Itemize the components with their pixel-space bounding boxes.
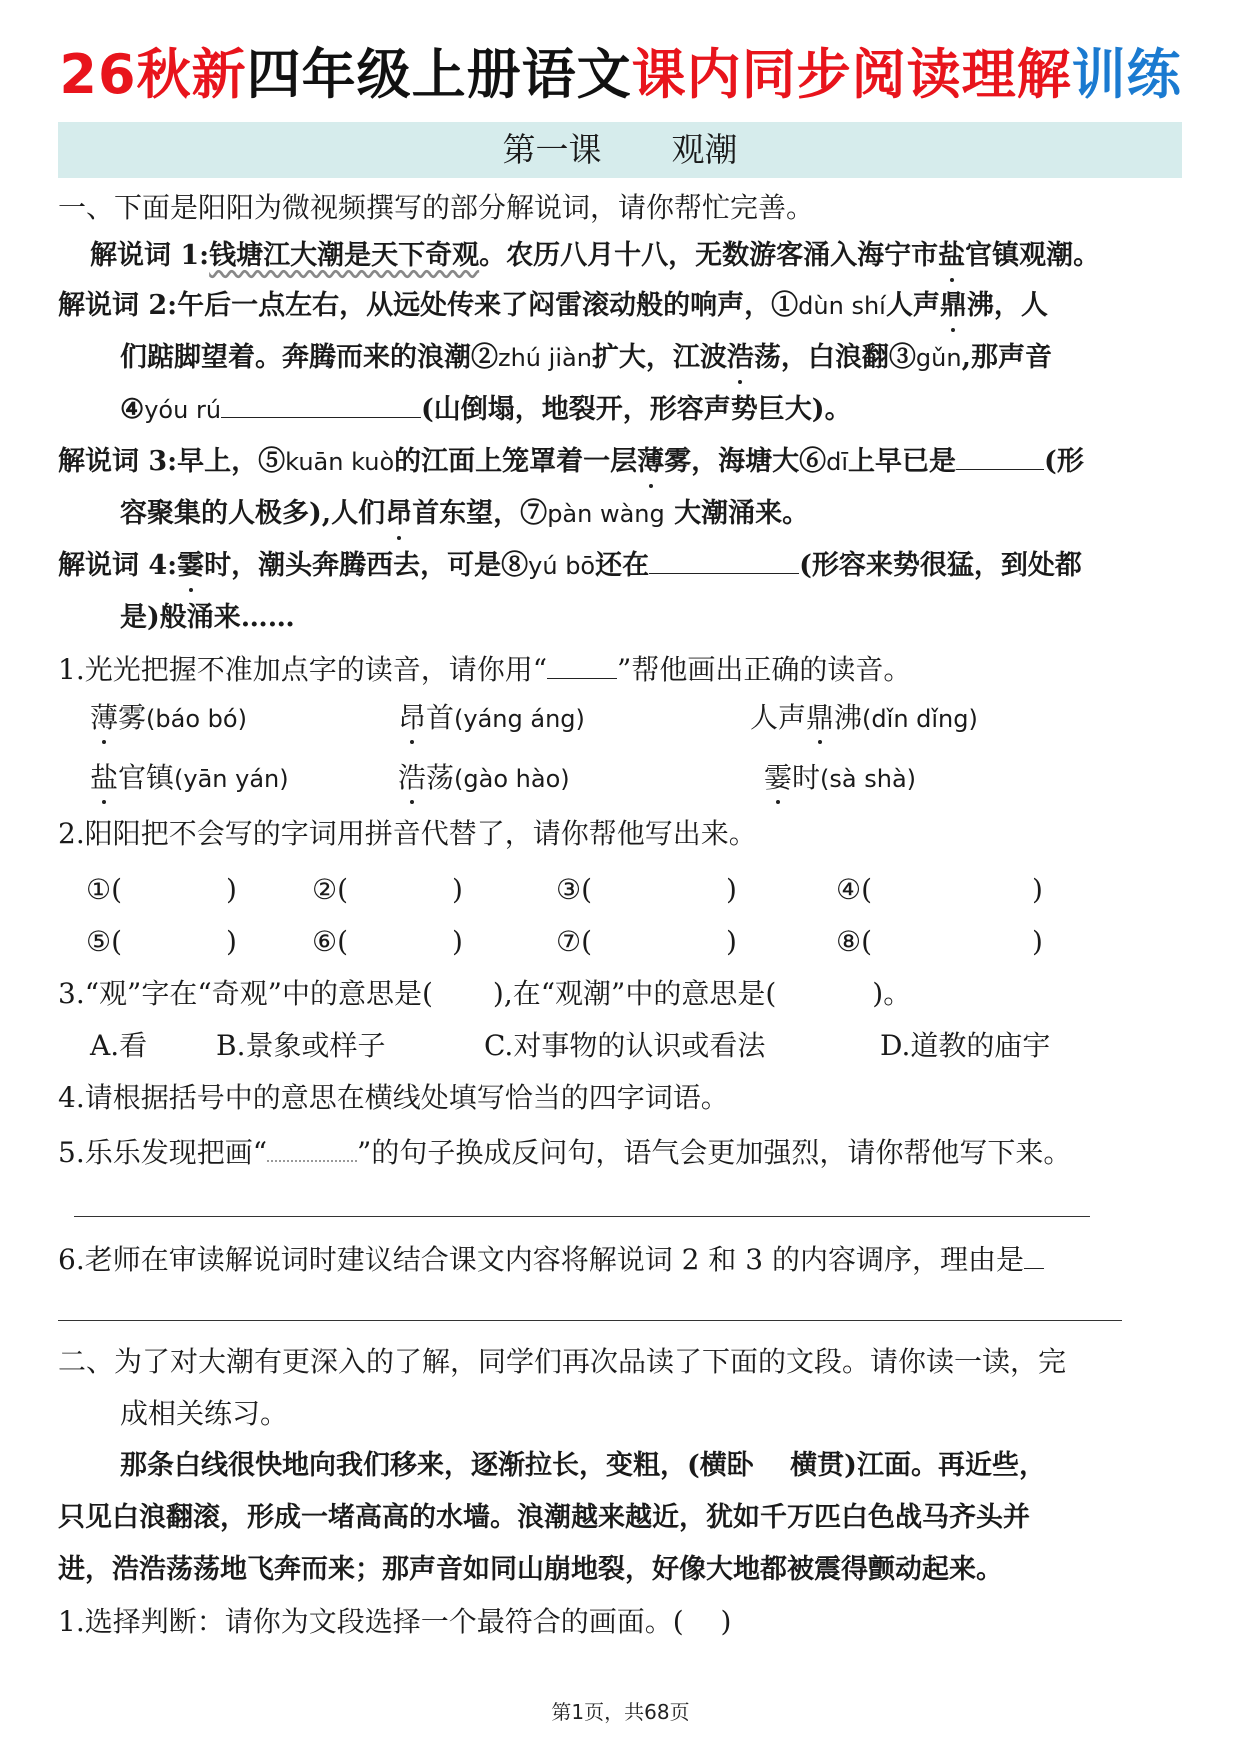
passage-line-2: 只见白浪翻滚，形成一堵高高的水墙。浪潮越来越近，犹如千万匹白色战马齐头并 [58,1502,1030,1533]
pronunciation-item[interactable]: 盐官镇(yān yán) [90,758,289,799]
question-1: 1.光光把握不准加点字的读音，请你用“ ”帮他画出正确的读音。 [58,653,912,686]
option-c[interactable]: C.对事物的认识或看法 [484,1029,766,1062]
commentary-4-line-2: 是)般涌来…… [120,602,295,633]
answer-line[interactable] [58,1320,1122,1321]
answer-slot[interactable]: ⑦( ) [556,925,737,958]
commentary-4-line-1: 解说词 4:霎时，潮头奔腾西去，可是⑧yú bō还在 (形容来势很猛，到处都 [58,546,1082,586]
part1-heading: 一、下面是阳阳为微视频撰写的部分解说词，请你帮忙完善。 [58,191,815,224]
pronunciation-item[interactable]: 薄雾(báo bó) [90,698,247,739]
answer-blank[interactable] [649,547,799,574]
answer-slot[interactable]: ④( ) [836,873,1043,906]
question-4: 4.请根据括号中的意思在横线处填写恰当的四字词语。 [58,1081,729,1114]
pronunciation-item[interactable]: 人声鼎沸(dǐn dǐng) [750,698,978,739]
question-6: 6.老师在审读解说词时建议结合课文内容将解说词 2 和 3 的内容调序，理由是 [58,1240,1044,1280]
answer-blank[interactable] [956,443,1044,470]
commentary-2-line-1: 解说词 2:午后一点左右，从远处传来了闷雷滚动般的响声，①dùn shí人声鼎沸，人 [58,286,1048,326]
question-5: 5.乐乐发现把画“ ”的句子换成反问句，语气会更加强烈，请你帮他写下来。 [58,1130,1071,1173]
answer-slot[interactable]: ⑤( ) [86,925,237,958]
answer-line[interactable] [74,1216,1090,1217]
part2-heading-line-2: 成相关练习。 [120,1397,289,1430]
part2-question-1: 1.选择判断：请你为文段选择一个最符合的画面。( ) [58,1605,732,1638]
answer-blank[interactable] [221,391,421,418]
option-a[interactable]: A.看 [90,1029,148,1062]
answer-slot[interactable]: ②( ) [312,873,463,906]
commentary-2-line-3: ④yóu rú (山倒塌，地裂开，形容声势巨大)。 [120,390,852,430]
answer-slot[interactable]: ⑥( ) [312,925,463,958]
commentary-1: 解说词 1:钱塘江大潮是天下奇观。农历八月十八，无数游客涌入海宁市盐官镇观潮。 [90,236,1100,276]
lesson-number: 第一课 [502,130,602,169]
passage-line-3: 进，浩浩荡荡地飞奔而来；那声音如同山崩地裂，好像大地都被震得颤动起来。 [58,1554,1003,1585]
lesson-header [58,122,1182,178]
part2-heading-line-1: 二、为了对大潮有更深入的了解，同学们再次品读了下面的文段。请你读一读，完 [58,1345,1067,1378]
answer-slot[interactable]: ③( ) [556,873,737,906]
answer-slot[interactable]: ①( ) [86,873,237,906]
lesson-name: 观潮 [671,130,738,169]
pronunciation-item[interactable]: 霎时(sà shà) [764,758,916,799]
commentary-3-line-1: 解说词 3:早上，⑤kuān kuò的江面上笼罩着一层薄雾，海塘大⑥dī上早已是 (形 [58,442,1084,482]
pronunciation-item[interactable]: 昂首(yáng áng) [398,698,585,739]
document-title: 26秋新四年级上册语文课内同步阅读理解训练 [59,43,1182,106]
pronunciation-item[interactable]: 浩荡(gào hào) [398,758,570,799]
commentary-3-line-2: 容聚集的人极多),人们昂首东望，⑦pàn wàng 大潮涌来。 [120,494,809,534]
passage-line-1: 那条白线很快地向我们移来，逐渐拉长，变粗，(横卧 横贯)江面。再近些， [120,1450,1046,1481]
commentary-2-line-2: 们踮脚望着。奔腾而来的浪潮②zhú jiàn扩大，江波浩荡，白浪翻③gǔn,那声音 [120,338,1052,378]
option-b[interactable]: B.景象或样子 [216,1029,386,1062]
option-d[interactable]: D.道教的庙宇 [880,1029,1051,1062]
page-number: 第1页，共68页 [551,1700,690,1724]
question-3: 3.“观”字在“奇观”中的意思是( ),在“观潮”中的意思是( )。 [58,977,912,1010]
question-2: 2.阳阳把不会写的字词用拼音代替了，请你帮他写出来。 [58,817,757,850]
answer-slot[interactable]: ⑧( ) [836,925,1043,958]
